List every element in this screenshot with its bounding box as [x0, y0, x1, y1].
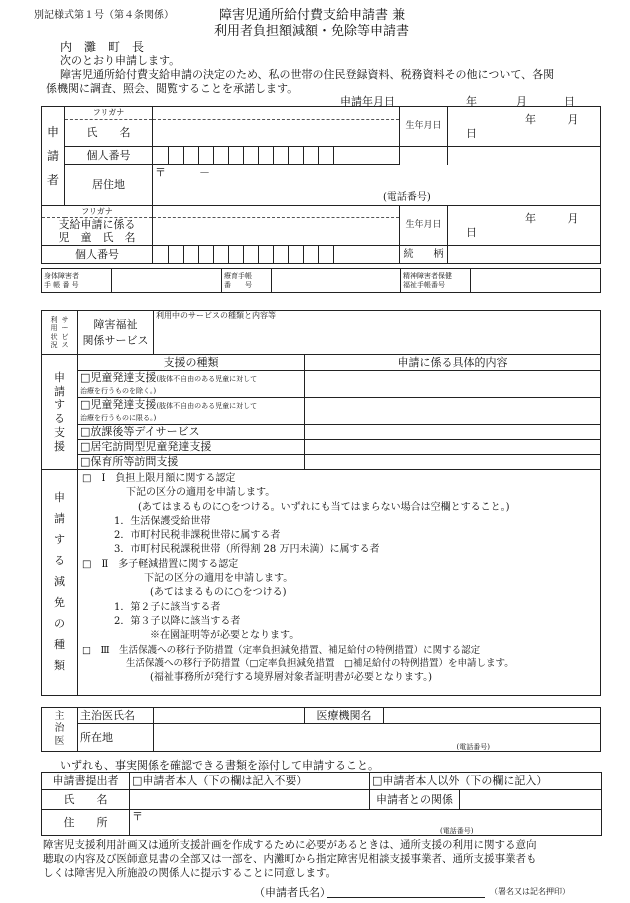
support-item-4[interactable]: □居宅訪問型児童発達支援 [78, 440, 305, 455]
ryoiku-handbook-label: 療育手帳 番 号 [222, 269, 272, 293]
apply-date-day: 日 [564, 95, 575, 108]
reduction-side-label: 申 請 す る 減 免 の 種 類 [42, 470, 78, 696]
ryoiku-handbook-field[interactable] [272, 269, 401, 293]
reduction-line: ※在園証明等が必要となります。 [150, 630, 300, 642]
doctor-name-field[interactable] [154, 708, 305, 724]
service-note: 利用中のサービスの種類と内容等 [156, 311, 276, 320]
physical-handbook-label: 身体障害者 手 帳 番 号 [42, 269, 112, 293]
mental-handbook-field[interactable] [471, 269, 601, 293]
service-side-label: 利 用 状 況 サ ー ビ ス [42, 311, 78, 355]
reduction-line[interactable]: 1．第２子に該当する者 [114, 601, 221, 613]
support-col1-header: 支援の種類 [78, 355, 305, 371]
reduction-line[interactable]: □ Ⅱ 多子軽減措置に関する認定 [82, 558, 239, 570]
submitter-opt-self[interactable]: □申請者本人（下の欄は記入不要） [130, 773, 370, 790]
service-table [41, 310, 601, 696]
support-item-2[interactable]: □児童発達支援(肢体不自由のある児童に対して 治療を行うものに限る。) [78, 398, 305, 425]
submitter-addr-field[interactable] [130, 810, 602, 836]
applicant-name-field[interactable] [153, 120, 400, 147]
applicant-birth-month: 月 [567, 113, 579, 127]
child-birth-month: 月 [567, 212, 579, 226]
child-birth-field[interactable] [448, 206, 601, 246]
applicant-birth-field[interactable] [448, 107, 601, 147]
support-item-3-detail[interactable] [305, 425, 601, 440]
submitter-postal: 〒 [132, 810, 143, 823]
reduction-line[interactable]: 生活保護への移行予防措置（□定率負担減免措置 □補足給付の特例措置）を申請します。 [126, 658, 514, 670]
support-item-2-detail[interactable] [305, 398, 601, 425]
support-item-5[interactable]: □保育所等訪問支援 [78, 455, 305, 470]
doctor-table [41, 707, 601, 752]
submitter-opt-other[interactable]: □申請者本人以外（下の欄に記入） [370, 773, 602, 790]
support-item-4-detail[interactable] [305, 440, 601, 455]
support-item-3[interactable]: □放課後等デイサービス [78, 425, 305, 440]
signature-label: （申請者氏名） [254, 886, 331, 899]
support-item-1[interactable]: □児童発達支援(肢体不自由のある児童に対して 治療を行うものを除く。) [78, 371, 305, 398]
attach-note: いずれも、事実関係を確認できる書類を添付して申請すること。 [60, 759, 379, 772]
doctor-inst-field[interactable] [384, 708, 601, 724]
applicant-furigana-field[interactable] [153, 107, 400, 120]
support-item-1-detail[interactable] [305, 371, 601, 398]
child-furigana-field[interactable] [153, 206, 400, 218]
submitter-relation-field[interactable] [460, 790, 602, 810]
support-side-label: 申 請 す る 支 援 [42, 355, 78, 470]
signature-note: （署名又は記名押印） [490, 887, 570, 896]
applicant-birth-year: 年 [525, 113, 536, 127]
reduction-line[interactable]: 2．市町村民税非課税世帯に属する者 [114, 530, 281, 542]
applicant-address-field[interactable] [153, 165, 601, 206]
applicant-birth-label: 生年月日 [400, 107, 448, 147]
addressee: 内 灘 町 長 [60, 40, 145, 54]
mental-handbook-label: 精神障害者保健 福祉手帳番号 [401, 269, 471, 293]
child-id-field[interactable] [153, 246, 400, 264]
child-birth-label: 生年月日 [400, 206, 448, 246]
applicant-address-label: 居住地 [65, 165, 153, 206]
child-name-field[interactable] [153, 218, 400, 246]
child-birth-day: 日 [466, 225, 477, 239]
applicant-phone-label: (電話番号) [383, 192, 431, 203]
doctor-side-label: 主 治 医 [42, 708, 78, 752]
form-code: 別記様式第１号（第４条関係） [34, 10, 174, 21]
service-label: 障害福祉 関係サービス [78, 311, 154, 355]
child-furigana-label: フリガナ [42, 206, 153, 218]
reduction-line[interactable]: □ Ⅲ 生活保護への移行予防措置（定率負担減免措置、補足給付の特例措置）に関する認定 [82, 644, 481, 656]
submitter-name-label: 氏 名 [42, 790, 130, 810]
child-relation-label: 続 柄 [400, 246, 448, 264]
child-relation-field[interactable] [448, 246, 601, 264]
apply-date-label: 申請年月日 [340, 95, 395, 108]
doctor-inst-label: 医療機関名 [305, 708, 384, 724]
reduction-content[interactable] [78, 470, 601, 696]
intro-line2: 障害児通所給付費支給申請の決定のため、私の世帯の住民登録資料、税務資料その他について、各関 [60, 68, 555, 81]
applicant-postal: 〒 － [155, 166, 210, 179]
form-title-line1: 障害児通所給付費支給申請書 兼 [219, 8, 406, 23]
applicant-id-label: 個人番号 [65, 147, 153, 165]
consent-line1: 障害児支援利用計画又は通所支援計画を作成するために必要があるときは、通所支援の利用に関する意向 [43, 839, 537, 851]
applicant-id-field[interactable] [153, 147, 400, 165]
support-item-5-detail[interactable] [305, 455, 601, 470]
physical-handbook-field[interactable] [112, 269, 222, 293]
intro-line3: 係機関に調査、照会、閲覧することを承諾します。 [46, 82, 299, 95]
submitter-name-field[interactable] [130, 790, 370, 810]
reduction-line: 下記の区分の適用を申請します。 [144, 573, 294, 585]
reduction-line: 下記の区分の適用を申請します。 [126, 487, 276, 499]
consent-line3: しくは障害児入所施設の関係人に提示することに同意します。 [43, 867, 337, 879]
signature-line[interactable] [327, 897, 485, 898]
support-col2-header: 申請に係る具体的内容 [305, 355, 601, 371]
reduction-line[interactable]: 2．第３子以降に該当する者 [114, 615, 241, 627]
applicant-table [41, 106, 601, 264]
child-birth-year: 年 [525, 212, 536, 226]
handbook-table [41, 268, 601, 293]
doctor-addr-label: 所在地 [78, 724, 154, 752]
doctor-name-label: 主治医氏名 [78, 708, 154, 724]
form-title-line2: 利用者負担額減額・免除等申請書 [214, 24, 410, 39]
applicant-side-label: 申 請 者 [42, 107, 65, 206]
apply-date-month: 月 [516, 95, 527, 108]
applicant-birth-day: 日 [466, 126, 477, 140]
applicant-furigana-label: フリガナ [65, 107, 153, 120]
submitter-relation-label: 申請者との関係 [370, 790, 460, 810]
child-name-label: 支給申請に係る 児 童 氏 名 [42, 218, 153, 246]
service-note-field[interactable] [154, 311, 601, 355]
reduction-line[interactable]: 3．市町村民税課税世帯（所得割 28 万円未満）に属する者 [114, 544, 380, 556]
doctor-addr-field[interactable] [154, 724, 601, 752]
reduction-line: (福祉事務所が発行する境界層対象者証明書が必要となります。) [150, 671, 433, 683]
submitter-label: 申請書提出者 [42, 773, 130, 790]
submitter-addr-label: 住 所 [42, 810, 130, 836]
reduction-line: (あてはまるものに○をつける。いずれにも当てはまらない場合は空欄とすること。) [138, 501, 510, 513]
applicant-name-label: 氏 名 [65, 120, 153, 147]
submitter-phone-label: (電話番号) [440, 826, 474, 835]
reduction-line: (あてはまるものに○をつける) [150, 587, 287, 599]
reduction-line[interactable]: 1．生活保護受給世帯 [114, 515, 211, 527]
reduction-line[interactable]: □ Ⅰ 負担上限月額に関する認定 [82, 473, 236, 484]
doctor-phone-label: (電話番号) [456, 742, 490, 751]
submitter-table [41, 772, 602, 836]
apply-date-year: 年 [466, 95, 477, 108]
consent-line2: 聴取の内容及び医師意見書の全部又は一部を、内灘町から指定障害児相談支援事業者、通所支援事業者も [43, 853, 537, 865]
intro-line1: 次のとおり申請します。 [60, 54, 181, 67]
child-id-label: 個人番号 [42, 246, 153, 264]
